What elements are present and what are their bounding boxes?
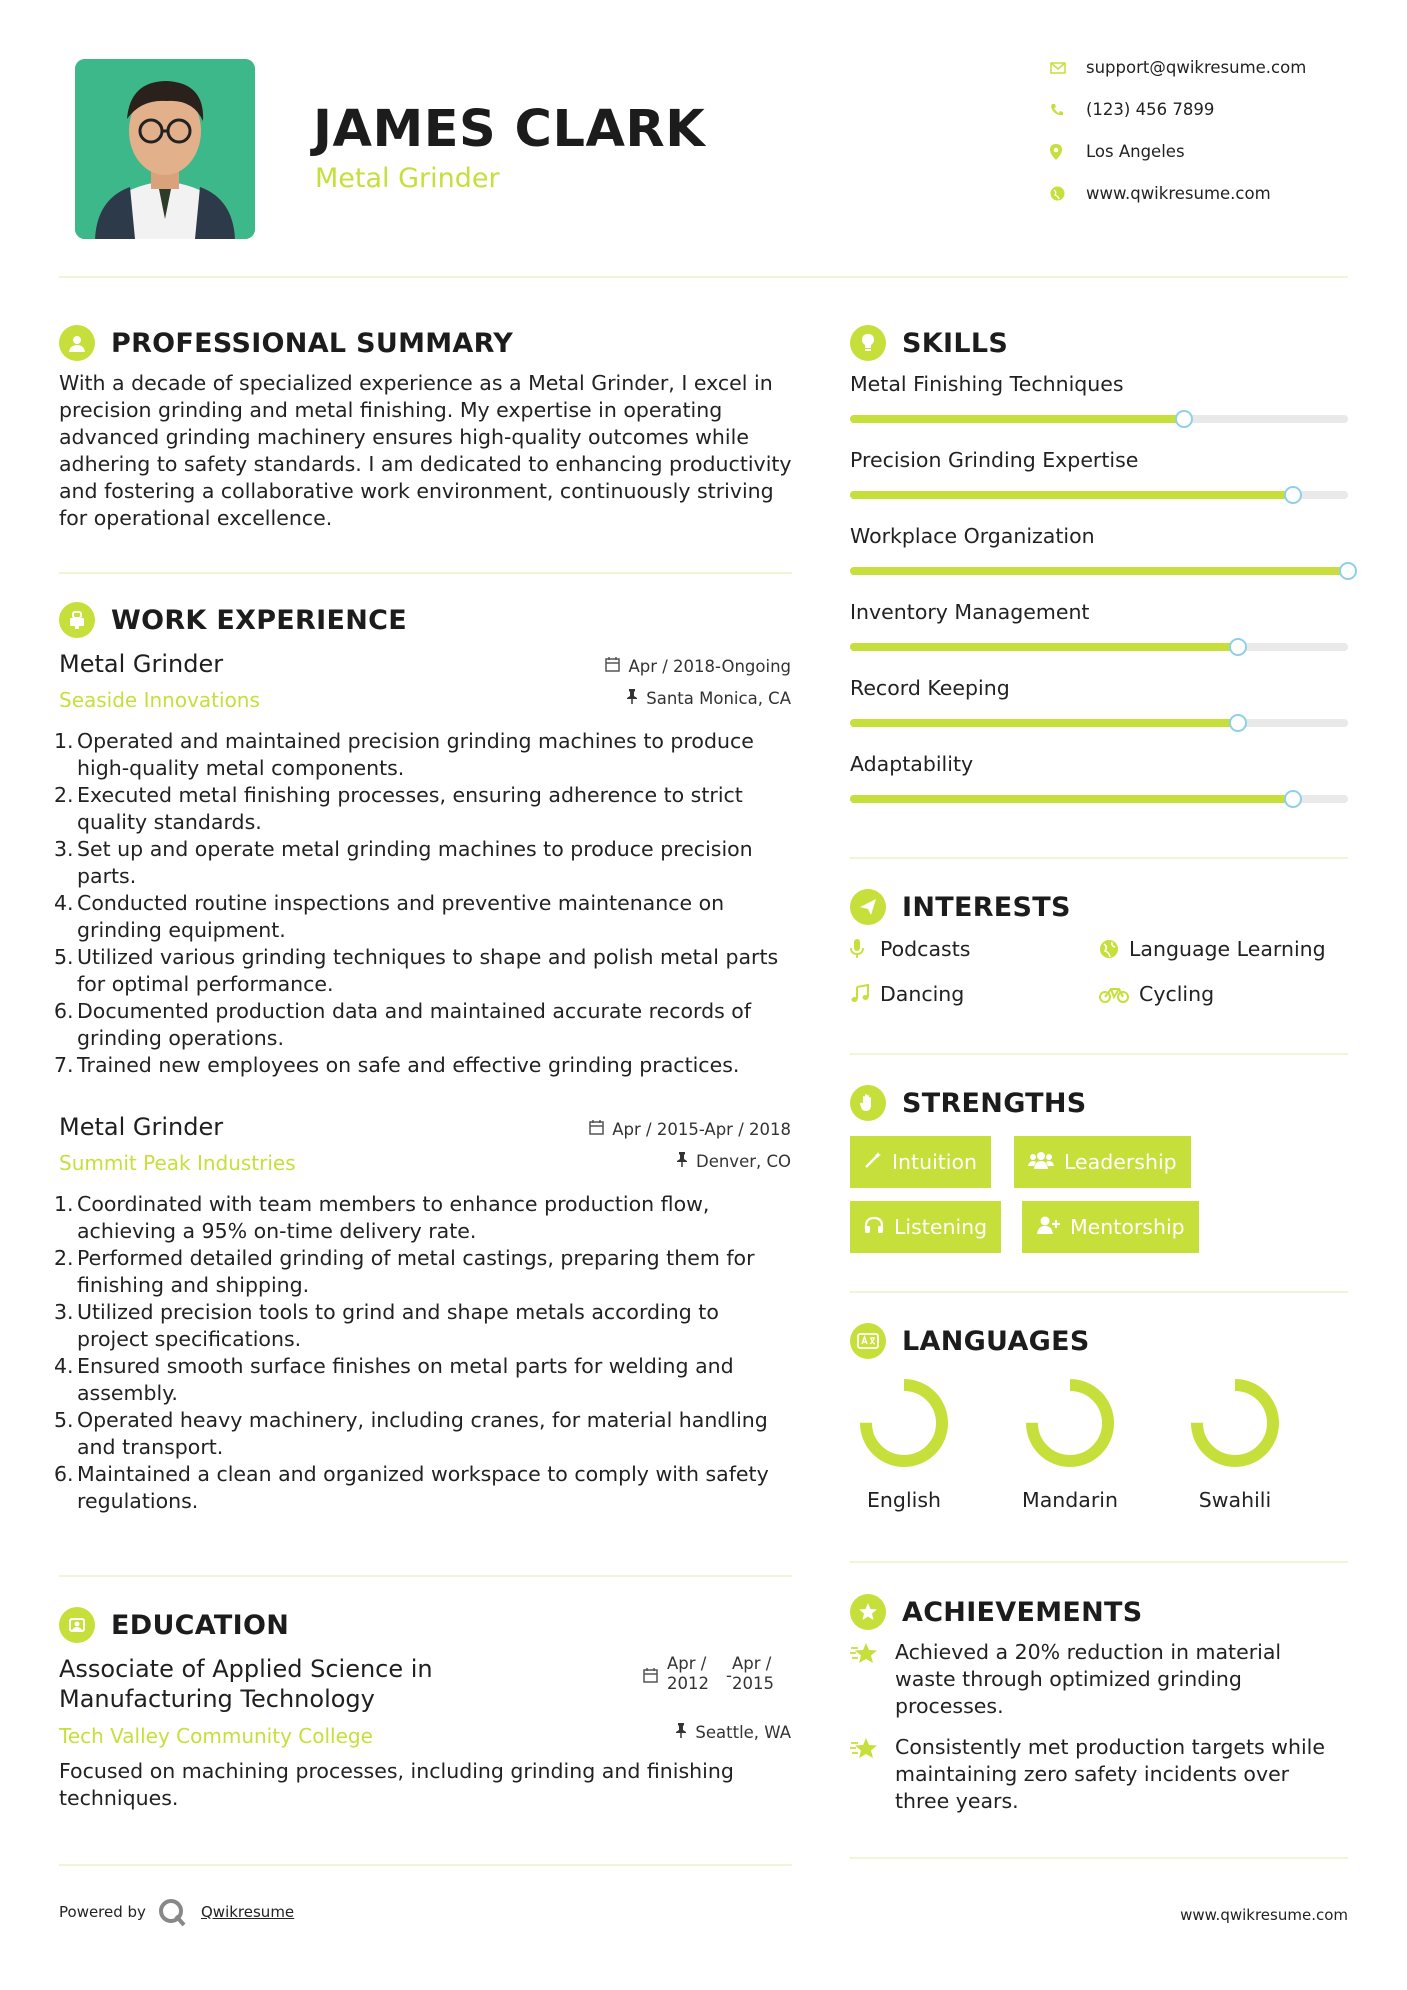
experience-divider [59,1575,792,1577]
interest-label: Dancing [880,982,965,1006]
user-plus-icon [1036,1215,1060,1240]
strengths-heading: STRENGTHS [902,1087,1087,1119]
job-2-date-text: Apr / 2015-Apr / 2018 [612,1120,791,1139]
lightbulb-icon [850,325,886,361]
powered-by-label: Powered by [59,1903,146,1921]
languages-divider [850,1561,1348,1563]
strength-label: Intuition [892,1150,978,1174]
language-label: Swahili [1198,1488,1272,1512]
header-divider [59,276,1348,278]
bicycle-icon [1099,985,1139,1003]
interests-heading: INTERESTS [902,891,1071,923]
skill-bar-fill [850,643,1238,651]
list-item: Set up and operate metal grinding machines to produce precision parts. [77,837,753,888]
job-1-date [605,657,791,676]
strength-label: Leadership [1064,1150,1177,1174]
users-icon [1028,1150,1054,1175]
skill-bar-track [850,719,1348,727]
job-1-duties [59,728,794,1079]
edu-date-end-2: 2015 [732,1674,774,1693]
strengths-divider [850,1291,1348,1293]
summary-text: With a decade of specialized experience as a Metal Grinder, I excel in precision grinding and metal finishing. My expertise in operating advanced grinding machinery ensures high-quality outcomes while adhering to safety standards. I am dedicated to enhancing productivity and fostering a collaborative work environment, continuously striving for operational excellence. [59,371,792,530]
achievement-text: Consistently met production targets while maintaining zero safety incidents over three years. [895,1735,1325,1813]
skill-label: Precision Grinding Expertise [850,448,1139,472]
interest-cycling [1099,982,1214,1006]
edu-date-separator: - [726,1666,732,1685]
skill-bar-track [850,567,1348,575]
interest-dancing [850,982,964,1006]
calendar-icon [589,1120,604,1139]
education-divider [59,1864,792,1866]
calendar-icon [643,1668,658,1687]
interest-podcasts [850,937,970,961]
education-description: Focused on machining processes, including grinding and finishing techniques. [59,1759,734,1810]
list-item: Conducted routine inspections and preventive maintenance on grinding equipment. [77,891,725,942]
skill-label: Adaptability [850,752,974,776]
pushpin-icon [675,1723,687,1742]
list-item: Maintained a clean and organized workspace to comply with safety regulations. [77,1462,769,1513]
contact-phone-text: (123) 456 7899 [1086,100,1215,119]
school-name: Tech Valley Community College [59,1724,373,1748]
candidate-title: Metal Grinder [315,163,500,194]
interest-label: Language Learning [1129,937,1326,961]
job-1-location [626,689,791,708]
list-item: Operated and maintained precision grinding machines to produce high-quality metal components. [77,729,754,780]
interests-divider [850,1053,1348,1055]
list-item: Utilized precision tools to grind and shape metals according to project specifications. [77,1300,719,1351]
profile-photo [75,59,255,239]
briefcase-icon [59,602,95,638]
contact-website-text: www.qwikresume.com [1086,184,1271,203]
skill-bar-fill [850,795,1293,803]
list-item: Utilized various grinding techniques to shape and polish metal parts for optimal performance. [77,945,779,996]
pushpin-icon [626,689,638,708]
edu-location-text: Seattle, WA [695,1723,791,1742]
degree-line-2: Manufacturing Technology [59,1685,375,1713]
skill-label: Metal Finishing Techniques [850,372,1124,396]
edu-date-start-2: 2012 [667,1674,709,1693]
envelope-icon [1050,62,1086,74]
headphones-icon [864,1215,884,1239]
interest-language-learning [1099,937,1326,961]
globe-icon [1050,186,1086,201]
skill-bar-track [850,795,1348,803]
edu-date-start-1: Apr / [667,1654,707,1673]
list-item: Ensured smooth surface finishes on metal parts for welding and assembly. [77,1354,734,1405]
summary-divider [59,572,792,574]
globe-icon [1099,939,1129,959]
education-heading: EDUCATION [111,1609,290,1641]
skill-bar-track [850,643,1348,651]
list-item: Executed metal finishing processes, ensuring adherence to strict quality standards. [77,783,743,834]
list-item: Documented production data and maintained accurate records of grinding operations. [77,999,752,1050]
user-icon [59,325,95,361]
language-level-arc [1197,1385,1273,1461]
education-header [59,1607,289,1643]
contact-location-text: Los Angeles [1086,142,1185,161]
strength-intuition [850,1136,991,1188]
edu-date-start [667,1654,709,1694]
languages-header [850,1323,1090,1359]
contact-email[interactable] [1050,58,1306,77]
pushpin-icon [676,1152,688,1171]
magic-wand-icon [864,1150,882,1174]
candidate-name: JAMES CLARK [313,100,706,159]
contact-location [1050,142,1185,161]
hand-icon [850,1085,886,1121]
language-level-arc [866,1385,942,1461]
microphone-icon [850,939,880,959]
skill-bar-track [850,415,1348,423]
achievements-divider [850,1857,1348,1859]
degree-title [59,1654,433,1714]
star-badge-icon [850,1594,886,1630]
phone-icon [1050,103,1086,117]
language-icon [850,1323,886,1359]
skills-header [850,325,1008,361]
skills-heading: SKILLS [902,327,1009,359]
strength-leadership [1014,1136,1191,1188]
job-2-company: Summit Peak Industries [59,1151,296,1175]
skill-level-knob [1339,562,1357,580]
skill-bar-fill [850,567,1348,575]
skill-level-knob [1229,638,1247,656]
job-1-title: Metal Grinder [59,650,224,678]
list-item: Coordinated with team members to enhance production flow, achieving a 95% on-time delivery rate. [77,1192,710,1243]
list-item: Performed detailed grinding of metal castings, preparing them for finishing and shipping. [77,1246,755,1297]
edu-date-end [732,1654,774,1694]
languages-heading: LANGUAGES [902,1325,1090,1357]
strength-mentorship [1022,1201,1199,1253]
achievement-2 [850,1734,1348,1815]
paper-plane-icon [850,889,886,925]
job-2-duties [59,1191,794,1515]
skill-level-knob [1175,410,1193,428]
list-item: Operated heavy machinery, including cranes, for material handling and transport. [77,1408,768,1459]
skill-level-knob [1229,714,1247,732]
skill-bar-track [850,491,1348,499]
contact-website[interactable] [1050,184,1271,203]
map-pin-icon [1050,144,1086,160]
interest-label: Podcasts [880,937,971,961]
strengths-header [850,1085,1087,1121]
interests-header [850,889,1071,925]
job-1-company: Seaside Innovations [59,688,260,712]
graduate-icon [59,1607,95,1643]
skill-level-knob [1284,790,1302,808]
skill-level-knob [1284,486,1302,504]
job-1-location-text: Santa Monica, CA [646,689,791,708]
edu-location [675,1723,791,1742]
qwikresume-logo-icon[interactable] [157,1897,187,1931]
language-level-ring [1020,1373,1120,1473]
skills-divider [850,857,1348,859]
language-label: English [866,1488,942,1512]
strength-label: Mentorship [1070,1215,1185,1239]
language-level-arc [1032,1385,1108,1461]
contact-email-text: support@qwikresume.com [1086,58,1307,77]
achievements-header [850,1594,1143,1630]
contact-phone[interactable] [1050,100,1214,119]
strength-label: Listening [894,1215,988,1239]
experience-header [59,602,407,638]
language-level-ring [854,1373,954,1473]
star-icon [850,1734,895,1815]
list-item: Trained new employees on safe and effective grinding practices. [77,1053,740,1077]
achievement-text: Achieved a 20% reduction in material waste through optimized grinding processes. [895,1640,1282,1718]
qwikresume-link[interactable]: Qwikresume [201,1903,295,1921]
job-2-title: Metal Grinder [59,1113,224,1141]
edu-date-end-1: Apr / [732,1654,772,1673]
language-label: Mandarin [1022,1488,1118,1512]
skill-label: Inventory Management [850,600,1090,624]
skill-bar-fill [850,415,1184,423]
job-2-location-text: Denver, CO [695,1152,791,1171]
job-2-location [676,1152,791,1171]
achievement-1 [850,1639,1348,1720]
star-icon [850,1639,895,1720]
degree-line-1: Associate of Applied Science in [59,1655,433,1683]
summary-header [59,325,513,361]
summary-heading: PROFESSIONAL SUMMARY [111,327,514,359]
strength-listening [850,1201,1001,1253]
music-note-icon [850,984,880,1004]
skill-bar-fill [850,719,1238,727]
skill-bar-fill [850,491,1293,499]
interest-label: Cycling [1139,982,1215,1006]
achievements-heading: ACHIEVEMENTS [902,1596,1143,1628]
skill-label: Workplace Organization [850,524,1095,548]
calendar-icon [605,657,620,676]
job-2-date [589,1120,791,1139]
language-level-ring [1185,1373,1285,1473]
experience-heading: WORK EXPERIENCE [111,604,407,636]
job-1-date-text: Apr / 2018-Ongoing [628,657,791,676]
footer-url[interactable]: www.qwikresume.com [1180,1906,1348,1924]
skill-label: Record Keeping [850,676,1010,700]
